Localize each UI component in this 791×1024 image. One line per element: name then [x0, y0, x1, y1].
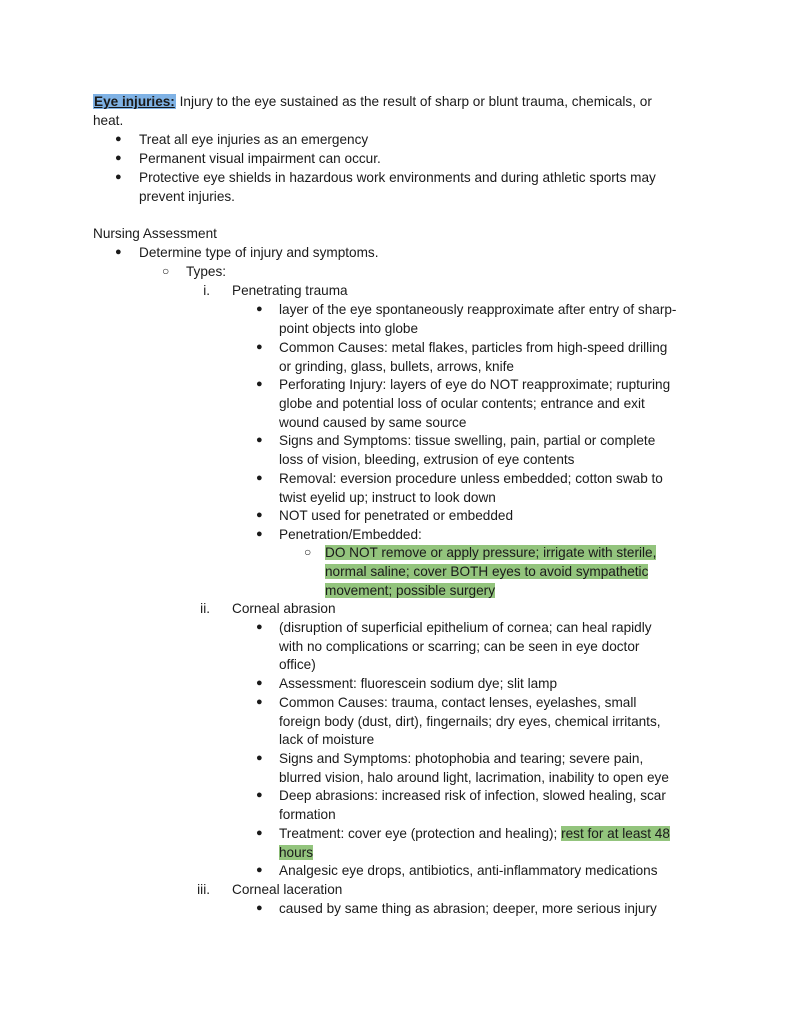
list-item: Treat all eye injuries as an emergency — [139, 132, 369, 147]
types-label: Types: — [186, 264, 227, 279]
page-title: Eye injuries: — [94, 94, 175, 109]
list-item: Signs and Symptoms: photophobia and tearing; severe pain, — [279, 751, 644, 766]
list-item: Removal: eversion procedure unless embedded; cotton swab to — [279, 471, 663, 486]
list-item: Assessment: fluorescein sodium dye; slit lamp — [279, 676, 558, 691]
list-item: Common Causes: trauma, contact lenses, eyelashes, small — [279, 695, 637, 710]
roman-numeral: i. — [203, 283, 210, 298]
bullet-icon: ● — [115, 246, 122, 258]
list-item: (disruption of superficial epithelium of cornea; can heal rapidly — [279, 620, 652, 635]
bullet-icon: ● — [256, 341, 263, 353]
list-item: Determine type of injury and symptoms. — [139, 245, 379, 260]
list-item-continued: blurred vision, halo around light, lacrimation, inability to open eye — [279, 770, 669, 785]
list-item-continued: wound caused by same source — [279, 415, 467, 430]
circle-bullet-icon: ○ — [162, 264, 170, 278]
highlighted-warning: DO NOT remove or apply pressure; irrigate with sterile, — [325, 545, 657, 560]
list-item: Deep abrasions: increased risk of infection, slowed healing, scar — [279, 788, 666, 803]
bullet-icon: ● — [256, 303, 263, 315]
title-line — [93, 92, 652, 111]
bullet-icon: ● — [115, 171, 122, 183]
subsection-label: Penetrating trauma — [232, 283, 348, 298]
bullet-icon: ● — [115, 152, 122, 164]
bullet-icon: ● — [256, 752, 263, 764]
list-item: Analgesic eye drops, antibiotics, anti-inflammatory medications — [279, 863, 658, 878]
list-item-continued: prevent injuries. — [139, 189, 235, 204]
bullet-icon: ● — [256, 528, 263, 540]
subsection-label: Corneal laceration — [232, 882, 343, 897]
list-item: Signs and Symptoms: tissue swelling, pain, partial or complete — [279, 433, 656, 448]
highlighted-warning-continued: normal saline; cover BOTH eyes to avoid sympathetic — [325, 564, 649, 579]
bullet-icon: ● — [256, 789, 263, 801]
treatment-text: Treatment: cover eye (protection and healing); — [279, 826, 562, 841]
list-item-continued: with no complications or scarring; can be seen in eye doctor — [279, 639, 640, 654]
list-item-continued: office) — [279, 657, 316, 672]
list-item-continued: twist eyelid up; instruct to look down — [279, 490, 496, 505]
bullet-icon: ● — [256, 472, 263, 484]
section-heading: Nursing Assessment — [93, 226, 217, 241]
list-item-continued: globe and potential loss of ocular contents; entrance and exit — [279, 396, 645, 411]
list-item-continued: formation — [279, 807, 336, 822]
circle-bullet-icon: ○ — [304, 545, 312, 559]
bullet-icon: ● — [256, 509, 263, 521]
list-item: layer of the eye spontaneously reapproximate after entry of sharp- — [279, 302, 677, 317]
subsection-label: Corneal abrasion — [232, 601, 336, 616]
list-item-continued: point objects into globe — [279, 321, 419, 336]
roman-numeral: iii. — [197, 882, 210, 897]
bullet-icon: ● — [256, 677, 263, 689]
bullet-icon: ● — [256, 621, 263, 633]
list-item: Protective eye shields in hazardous work environments and during athletic sports may — [139, 170, 656, 185]
bullet-icon: ● — [256, 902, 263, 914]
list-item — [279, 824, 670, 843]
bullet-icon: ● — [115, 133, 122, 145]
list-item: Perforating Injury: layers of eye do NOT reapproximate; rupturing — [279, 377, 671, 392]
bullet-icon: ● — [256, 864, 263, 876]
list-item-continued: foreign body (dust, dirt), fingernails; dry eyes, chemical irritants, — [279, 714, 661, 729]
intro-text-continued: heat. — [93, 113, 124, 128]
list-item: Permanent visual impairment can occur. — [139, 151, 381, 166]
highlighted-treatment-continued: hours — [279, 845, 314, 860]
list-item-continued: or grinding, glass, bullets, arrows, knife — [279, 359, 514, 374]
roman-numeral: ii. — [200, 601, 210, 616]
list-item: Common Causes: metal flakes, particles from high-speed drilling — [279, 340, 668, 355]
list-item: NOT used for penetrated or embedded — [279, 508, 514, 523]
list-item-continued: lack of moisture — [279, 732, 375, 747]
list-item: caused by same thing as abrasion; deeper, more serious injury — [279, 901, 657, 916]
list-item: Penetration/Embedded: — [279, 527, 422, 542]
bullet-icon: ● — [256, 378, 263, 390]
intro-text: Injury to the eye sustained as the result of sharp or blunt trauma, chemicals, or — [175, 94, 652, 109]
list-item-continued: loss of vision, bleeding, extrusion of eye contents — [279, 452, 575, 467]
bullet-icon: ● — [256, 696, 263, 708]
highlighted-warning-continued: movement; possible surgery — [325, 583, 495, 598]
bullet-icon: ● — [256, 434, 263, 446]
bullet-icon: ● — [256, 827, 263, 839]
highlighted-treatment: rest for at least 48 — [561, 826, 670, 841]
